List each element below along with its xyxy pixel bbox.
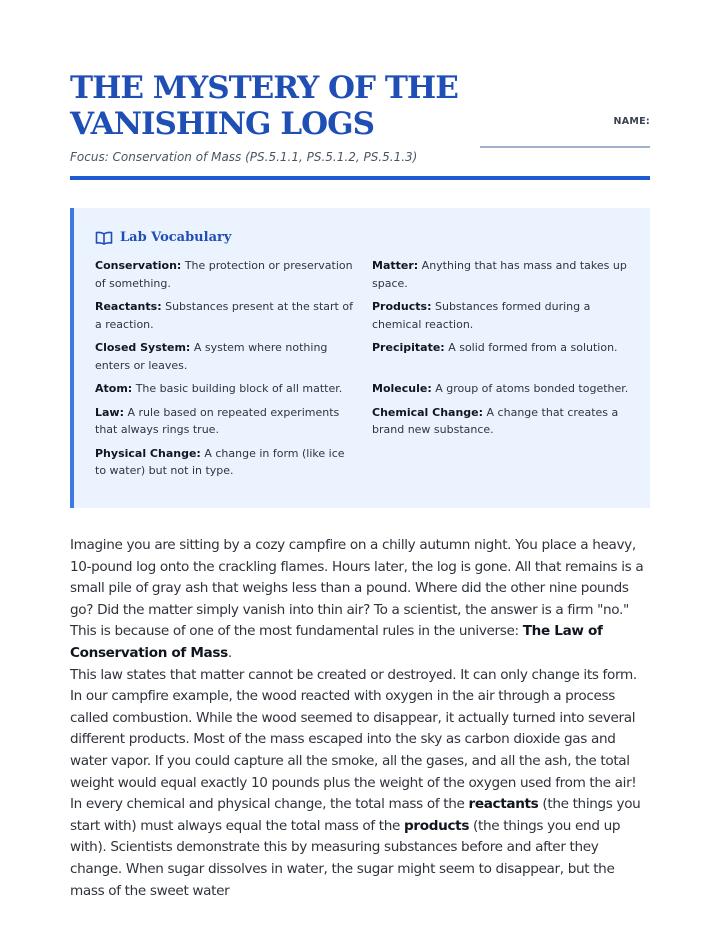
vocabulary-entry (95, 445, 353, 480)
vocabulary-definition: A rule based on repeated experiments that always rings true. (95, 405, 340, 436)
vocabulary-term: Matter: (372, 259, 419, 272)
vocabulary-entry (95, 298, 353, 333)
vocabulary-definition: A group of atoms bonded together. (435, 382, 629, 395)
vocabulary-term: Chemical Change: (372, 405, 484, 419)
paragraph-1: Imagine you are sitting by a cozy campfire on a chilly autumn night. You place a heavy, 10-pound log onto the crackling flames. Hours later, the log is gone. All that remains is a small pile of gray ash that weighs less than a pound. Where did the other nine pounds go? Did the matter simply vanish into thin air? To a scientist, the answer is a firm "no." This is because of one of the most fundamental rules in the universe: The Law of Conservation of Mass. (70, 537, 644, 661)
vocabulary-definition: The basic building block of all matter. (135, 382, 343, 395)
vocabulary-list (95, 257, 628, 480)
vocabulary-entry (372, 404, 630, 439)
name-label: NAME: (613, 116, 650, 127)
reading-passage (70, 535, 650, 902)
vocabulary-entry (95, 380, 353, 398)
vocabulary-entry (372, 298, 630, 333)
focus-subtitle: Focus: Conservation of Mass (PS.5.1.1, PS.5.1.2, PS.5.1.3) (70, 150, 418, 164)
vocabulary-entry (372, 339, 630, 374)
vocabulary-entry (372, 257, 630, 292)
name-field (480, 116, 650, 148)
key-term: The Law of Conservation of Mass (70, 623, 603, 661)
vocabulary-term: Molecule: (372, 382, 432, 395)
page-title: THE MYSTERY OF THE VANISHING LOGS (70, 70, 458, 142)
vocabulary-definition: A change that creates a brand new substance. (372, 405, 619, 436)
vocabulary-term: Atom: (95, 382, 133, 395)
vocabulary-definition: A solid formed from a solution. (448, 341, 618, 354)
vocabulary-entry (95, 339, 353, 374)
vocabulary-title: Lab Vocabulary (120, 230, 232, 245)
key-term: reactants (468, 796, 539, 813)
paragraph-3: In every chemical and physical change, the total mass of the reactants (the things you start with) must always equal the total mass of the products (the things you end up with). Scientists demonstrate this by measuring substances before and after they change. When sugar dissolves in water, the sugar might seem to disappear, but the mass of the sweet water (70, 796, 641, 899)
vocabulary-term: Law: (95, 405, 124, 419)
vocabulary-entry (372, 380, 630, 398)
vocabulary-entry (95, 257, 353, 292)
vocabulary-term: Products: (372, 300, 432, 313)
vocabulary-definition: The protection or preservation of something. (95, 259, 353, 290)
vocabulary-term: Conservation: (95, 259, 182, 272)
worksheet-header (70, 70, 650, 164)
vocabulary-box (70, 208, 650, 508)
vocabulary-definition: Anything that has mass and takes up space. (372, 259, 627, 290)
vocabulary-definition: A change in form (like ice to water) but not in type. (95, 446, 345, 477)
book-icon (95, 231, 113, 245)
key-term: products (404, 817, 470, 834)
vocabulary-term: Reactants: (95, 300, 162, 313)
vocabulary-term: Precipitate: (372, 341, 445, 354)
vocabulary-entry (95, 404, 353, 439)
vocabulary-term: Closed System: (95, 341, 191, 354)
vocabulary-definition: A system where nothing enters or leaves. (95, 341, 328, 372)
vocabulary-term: Physical Change: (95, 446, 201, 460)
vocabulary-header (95, 230, 628, 245)
vocabulary-definition: Substances formed during a chemical reaction. (372, 300, 591, 331)
vocabulary-definition: Substances present at the start of a reaction. (95, 300, 353, 331)
header-divider (70, 176, 650, 180)
paragraph-2: This law states that matter cannot be created or destroyed. It can only change its form. In our campfire example, the wood reacted with oxygen in the air through a process called combustion. While the wood seemed to disappear, it actually turned into several different products. Most of the mass escaped into the sky as carbon dioxide gas and water vapor. If you could capture all the smoke, all the gases, and all the ash, the total weight would equal exactly 10 pounds plus the weight of the oxygen used from the air! (70, 666, 637, 791)
name-write-line (480, 146, 650, 148)
